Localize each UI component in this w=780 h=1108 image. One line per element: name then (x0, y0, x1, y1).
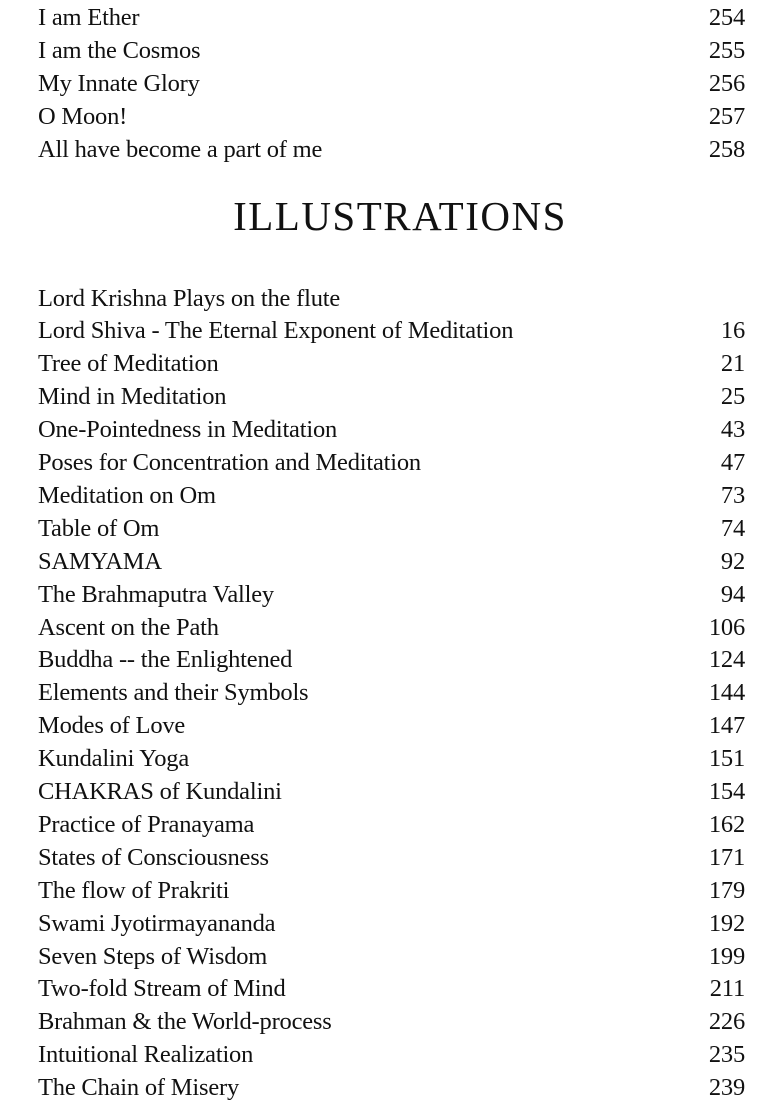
toc-entry (38, 611, 745, 644)
entry-page-number: 199 (708, 942, 745, 970)
entry-page-number: 147 (708, 712, 745, 740)
toc-entry (38, 100, 745, 133)
toc-entry (38, 1039, 745, 1072)
toc-entry (38, 578, 745, 611)
entry-page-number: 43 (720, 416, 745, 444)
entry-page-number: 73 (720, 481, 745, 509)
toc-entry (38, 447, 745, 480)
entry-title: Two-fold Stream of Mind (38, 975, 286, 1003)
entry-title: Buddha -- the Enlightened (38, 646, 293, 674)
toc-entry (38, 940, 745, 973)
toc-entry (38, 808, 745, 841)
toc-entry (38, 1072, 745, 1105)
entry-title: I am Ether (38, 3, 140, 31)
entry-page-number: 47 (720, 449, 745, 476)
toc-entry (38, 348, 745, 381)
entry-page-number: 171 (708, 843, 745, 871)
entry-title: CHAKRAS of Kundalini (38, 778, 282, 805)
entry-title: I am the Cosmos (38, 36, 201, 64)
entry-page-number: 226 (708, 1008, 745, 1036)
entry-title: Elements and their Symbols (38, 679, 309, 707)
entry-page-number: 254 (708, 3, 745, 31)
entry-title: O Moon! (38, 102, 128, 130)
entry-title: Lord Krishna Plays on the flute (38, 284, 341, 312)
entry-page-number: 21 (720, 350, 745, 378)
entry-page-number: 257 (708, 102, 745, 130)
entry-page-number: 92 (720, 547, 745, 575)
toc-entry (38, 973, 745, 1006)
toc-entry (38, 743, 745, 776)
entry-page-number: 235 (708, 1041, 745, 1069)
entry-page-number: 144 (708, 679, 745, 707)
entry-title: Tree of Meditation (38, 350, 219, 378)
entry-page-number: 179 (708, 876, 745, 904)
entry-page-number: 239 (708, 1074, 745, 1102)
entry-title: SAMYAMA (38, 547, 162, 575)
toc-entry (38, 133, 745, 166)
entry-page-number: 154 (708, 778, 745, 805)
entry-title: Meditation on Om (38, 481, 216, 509)
toc-entry (38, 710, 745, 743)
entry-title: Practice of Pranayama (38, 810, 255, 838)
toc-entry (38, 1, 745, 34)
entry-title: The Brahmaputra Valley (38, 580, 274, 608)
toc-entry (38, 315, 745, 348)
entry-page-number: 162 (708, 810, 745, 838)
entry-page-number: 106 (708, 613, 745, 641)
entry-title: The Chain of Misery (38, 1074, 240, 1102)
toc-entry (38, 1006, 745, 1039)
toc-entry (38, 644, 745, 677)
entry-title: Ascent on the Path (38, 613, 219, 641)
entry-title: Intuitional Realization (38, 1041, 254, 1069)
entry-title: Lord Shiva - The Eternal Exponent of Meditation (38, 317, 514, 345)
toc-entry (38, 841, 745, 874)
toc-entry (38, 512, 745, 545)
toc-entry (38, 907, 745, 940)
entry-page-number: 211 (709, 975, 745, 1003)
toc-entry (38, 677, 745, 710)
entry-title: Modes of Love (38, 712, 186, 740)
toc-entry (38, 874, 745, 907)
toc-entry (38, 776, 745, 809)
entry-title: One-Pointedness in Meditation (38, 416, 338, 444)
entry-page-number: 255 (708, 36, 745, 64)
toc-entry (38, 282, 745, 315)
entry-page-number: 258 (708, 135, 745, 163)
entry-title: Poses for Concentration and Meditation (38, 449, 421, 476)
entry-title: Brahman & the World-process (38, 1008, 332, 1036)
toc-entry (38, 545, 745, 578)
entry-title: Table of Om (38, 514, 160, 542)
entry-title: My Innate Glory (38, 69, 200, 97)
entry-page-number: 25 (720, 383, 745, 411)
entry-page-number: 124 (708, 646, 745, 674)
entry-title: States of Consciousness (38, 843, 269, 871)
toc-entry (38, 414, 745, 447)
entry-title: The flow of Prakriti (38, 876, 230, 904)
toc-entry (38, 479, 745, 512)
entry-page-number: 151 (708, 745, 745, 773)
illustrations-heading: ILLUSTRATIONS (233, 193, 567, 239)
entry-title: All have become a part of me (38, 135, 323, 163)
entry-page-number: 74 (720, 514, 745, 542)
entry-title: Mind in Meditation (38, 383, 227, 411)
entry-title: Swami Jyotirmayananda (38, 909, 276, 937)
entry-title: Kundalini Yoga (38, 745, 190, 773)
entry-title: Seven Steps of Wisdom (38, 942, 268, 970)
toc-entry (38, 67, 745, 100)
entry-page-number: 16 (720, 317, 745, 345)
entry-page-number: 192 (708, 909, 745, 937)
entry-page-number: 94 (720, 580, 745, 608)
toc-entry (38, 381, 745, 414)
toc-entry (38, 34, 745, 67)
entry-page-number: 256 (708, 69, 745, 97)
